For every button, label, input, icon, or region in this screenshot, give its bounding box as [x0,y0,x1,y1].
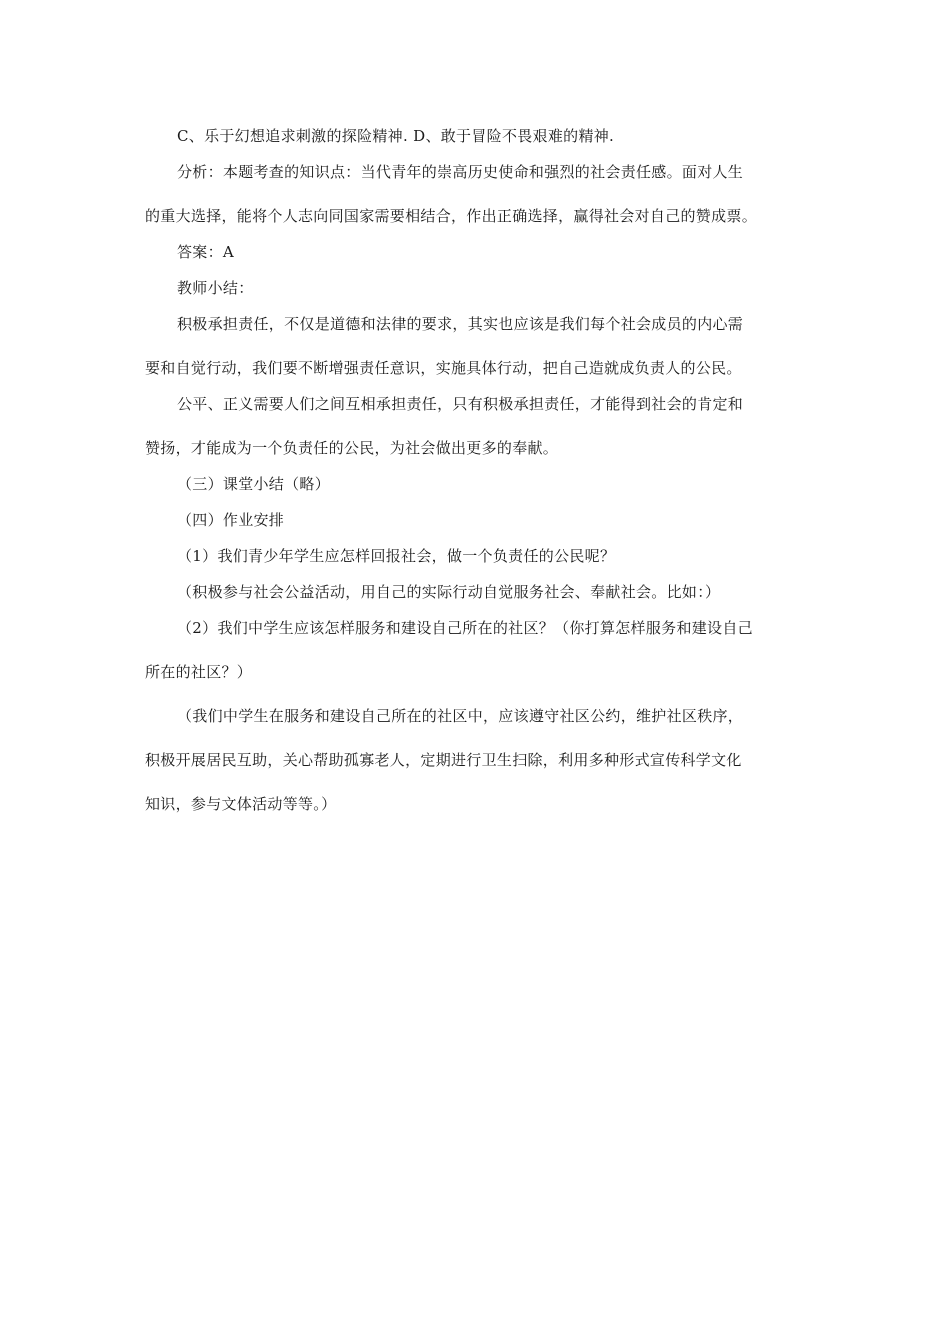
teacher-summary-heading: 教师小结： [177,279,254,297]
homework-answer-1: （积极参与社会公益活动，用自己的实际行动自觉服务社会、奉献社会。比如：） [177,583,721,601]
homework-answer-2-line-2: 积极开展居民互助，关心帮助孤寡老人，定期进行卫生扫除，利用多种形式宣传科学文化 [145,751,742,769]
summary-paragraph-1-line-2: 要和自觉行动，我们要不断增强责任意识，实施具体行动，把自己造就成负责人的公民。 [145,359,742,377]
section-three-heading: （三）课堂小结（略） [177,475,331,493]
section-four-heading: （四）作业安排 [177,511,285,529]
option-c-d-line: C、乐于幻想追求刺激的探险精神. D、敢于冒险不畏艰难的精神. [177,127,615,145]
homework-question-2-line-2: 所在的社区？） [145,663,253,681]
homework-answer-2-line-3: 知识，参与文体活动等等。） [145,795,337,813]
homework-answer-2-line-1: （我们中学生在服务和建设自己所在的社区中，应该遵守社区公约，维护社区秩序， [177,707,744,725]
summary-paragraph-1-line-1: 积极承担责任，不仅是道德和法律的要求，其实也应该是我们每个社会成员的内心需 [177,315,744,333]
analysis-line-1: 分析：本题考查的知识点：当代青年的崇高历史使命和强烈的社会责任感。面对人生 [177,163,744,181]
homework-question-1: （1）我们青少年学生应怎样回报社会，做一个负责任的公民呢？ [177,547,616,565]
summary-paragraph-2-line-1: 公平、正义需要人们之间互相承担责任，只有积极承担责任，才能得到社会的肯定和 [177,395,744,413]
summary-paragraph-2-line-2: 赞扬，才能成为一个负责任的公民，为社会做出更多的奉献。 [145,439,559,457]
answer-line: 答案：A [177,243,235,261]
document-body [145,124,810,828]
homework-question-2-line-1: （2）我们中学生应该怎样服务和建设自己所在的社区？（你打算怎样服务和建设自己 [177,619,753,637]
analysis-line-2: 的重大选择，能将个人志向同国家需要相结合，作出正确选择，赢得社会对自己的赞成票。 [145,207,758,225]
